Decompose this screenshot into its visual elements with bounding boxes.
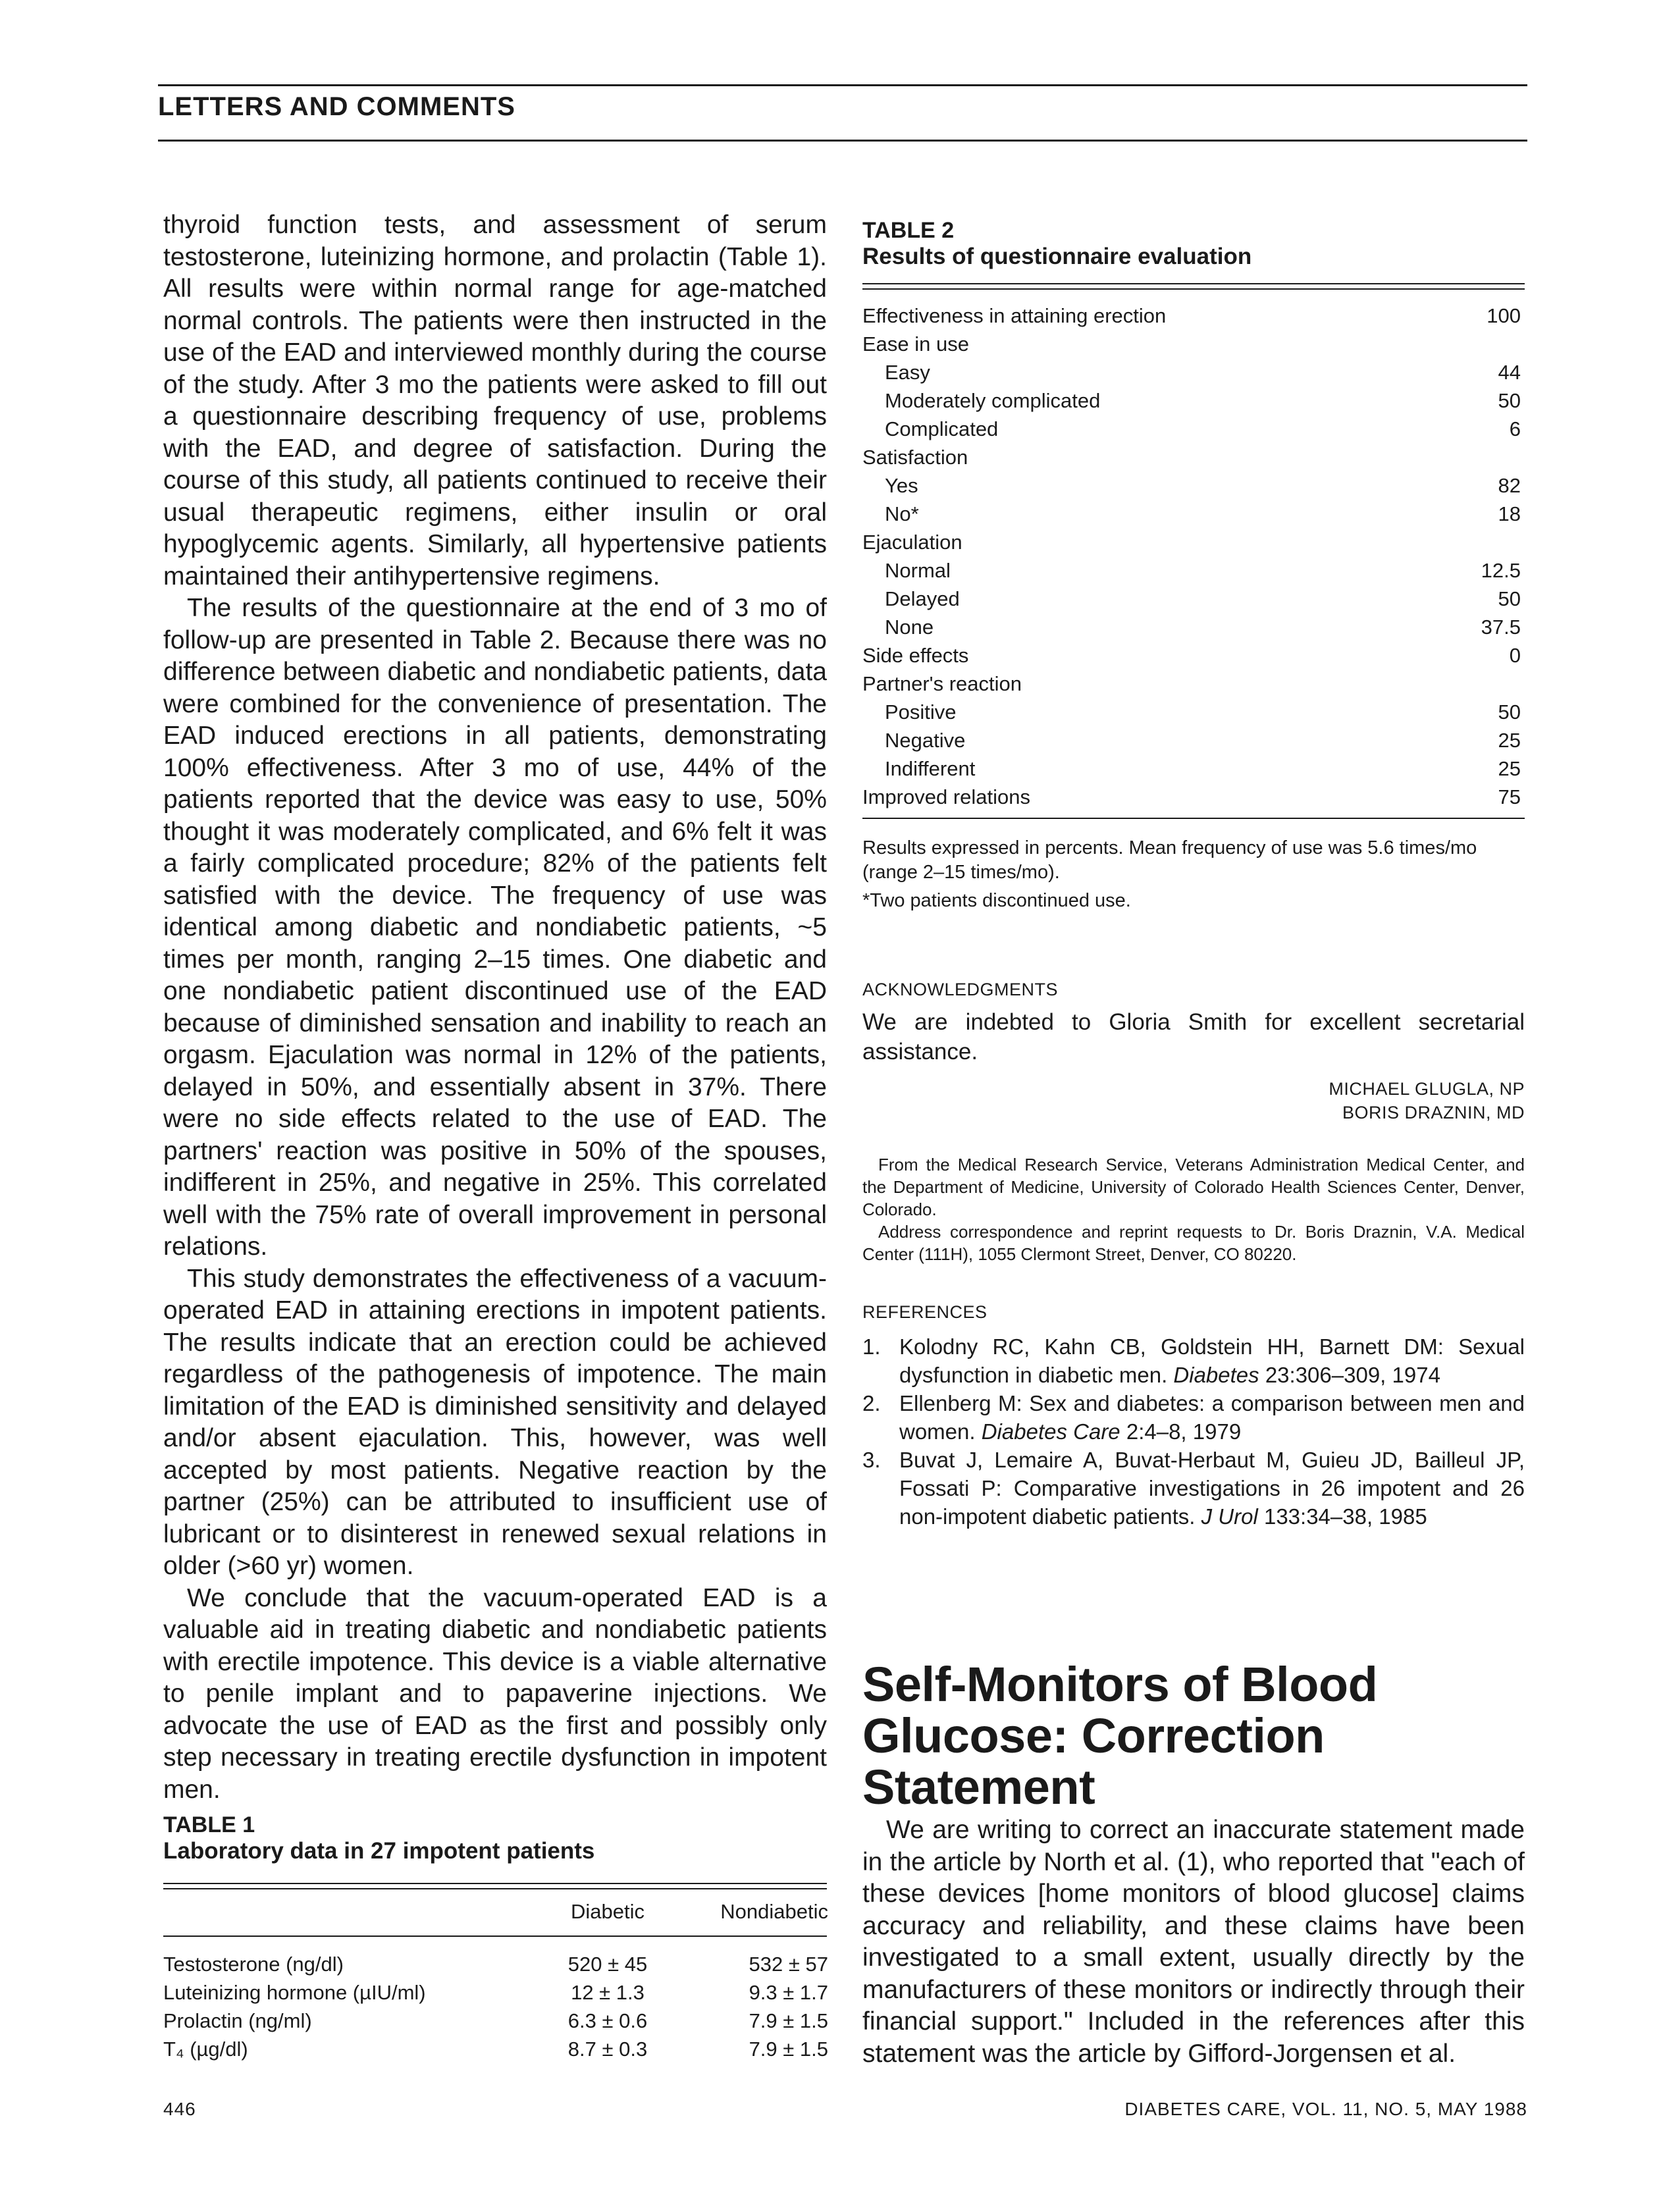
cell-diabetic: 6.3 ± 0.6: [567, 2009, 648, 2032]
cell-diabetic: 8.7 ± 0.3: [567, 2038, 648, 2061]
article2-body: [862, 1814, 1525, 2070]
reference-item: [862, 1389, 1525, 1446]
row-label: Negative: [885, 729, 966, 752]
table1-col-nondiabetic: Nondiabetic: [720, 1900, 828, 1923]
row-label: Side effects: [862, 644, 969, 667]
table-row: [862, 528, 1525, 556]
row-label: Indifferent: [885, 757, 976, 780]
row-value: 18: [1498, 502, 1521, 525]
table1-header-rule: [163, 1936, 827, 1937]
table-row: [862, 302, 1525, 330]
header-bottom-rule: [158, 140, 1527, 142]
reference-journal: Diabetes Care: [981, 1419, 1120, 1444]
row-label: None: [885, 616, 934, 639]
row-label: Moderately complicated: [885, 389, 1101, 412]
row-label: Testosterone (ng/dl): [163, 1953, 344, 1976]
row-label: Partner's reaction: [862, 672, 1022, 695]
table2-body: [862, 302, 1525, 815]
row-label: Complicated: [885, 417, 999, 440]
row-value: 25: [1498, 757, 1521, 780]
row-label: Ease in use: [862, 332, 969, 356]
row-label: Delayed: [885, 587, 960, 610]
reference-citation: 2:4–8, 1979: [1120, 1419, 1242, 1444]
table-row: [862, 783, 1525, 811]
table-row: [862, 641, 1525, 670]
reference-number: 3.: [862, 1448, 881, 1472]
row-value: 25: [1498, 729, 1521, 752]
headline-line: Glucose: Correction: [862, 1708, 1325, 1763]
table1-col-diabetic: Diabetic: [571, 1900, 645, 1923]
row-value: 100: [1487, 304, 1521, 327]
table-row: [862, 556, 1525, 585]
references-heading: REFERENCES: [862, 1302, 988, 1322]
row-label: Ejaculation: [862, 531, 962, 554]
table1-label: TABLE 1: [163, 1812, 255, 1837]
reference-number: 2.: [862, 1391, 881, 1415]
row-value: 75: [1498, 785, 1521, 808]
table-row: [163, 1950, 827, 1978]
row-value: 82: [1498, 474, 1521, 497]
author-name: BORIS DRAZNIN, MD: [1342, 1103, 1525, 1122]
reference-number: 1.: [862, 1334, 881, 1359]
paragraph: thyroid function tests, and assessment of serum testosterone, luteinizing hormone, and prolactin (Table 1). All results were within normal range for age-matched normal controls. The patients were then instructed in the use of the EAD and interviewed monthly during the course of the study. After 3 mo the patients were asked to fill out a questionnaire describing frequency of use, problems with the EAD, and degree of satisfaction. During the course of this study, all patients continued to receive their usual therapeutic regimens, either insulin or oral hypoglycemic agents. Similarly, all hypertensive patients maintained their antihypertensive regimens.: [163, 211, 827, 591]
journal-citation: DIABETES CARE, VOL. 11, NO. 5, MAY 1988: [1124, 2099, 1527, 2119]
table1-title: Laboratory data in 27 impotent patients: [163, 1838, 595, 1864]
reference-citation: 133:34–38, 1985: [1257, 1504, 1427, 1529]
table1-top-rule: [163, 1883, 827, 1884]
table-row: [862, 754, 1525, 783]
reference-citation: 23:306–309, 1974: [1259, 1363, 1440, 1387]
acknowledgments-heading: ACKNOWLEDGMENTS: [862, 980, 1059, 999]
reference-text: Buvat J, Lemaire A, Buvat-Herbaut M, Guieu JD, Bailleul JP, Fossati P: Comparative investigations in 26 impotent and 26 non-impotent diabetic patients.: [899, 1448, 1525, 1529]
table-row: [862, 613, 1525, 641]
table-row: [862, 443, 1525, 471]
section-header: LETTERS AND COMMENTS: [158, 92, 515, 121]
table2-label: TABLE 2: [862, 218, 955, 243]
acknowledgments-text: We are indebted to Gloria Smith for excellent secretarial assistance.: [862, 1009, 1525, 1065]
row-label: Yes: [885, 474, 918, 497]
reference-item: [862, 1446, 1525, 1531]
row-label: No*: [885, 502, 919, 525]
row-value: 12.5: [1481, 559, 1521, 582]
row-value: 0: [1509, 644, 1521, 667]
reference-text: Ellenberg M: Sex and diabetes: a comparison between men and women.: [899, 1391, 1525, 1444]
table-row: [862, 330, 1525, 358]
correspondence-text: Address correspondence and reprint requests to Dr. Boris Draznin, V.A. Medical Center (111H), 1055 Clermont Street, Denver, CO 80220.: [862, 1222, 1525, 1264]
affiliation: [862, 1153, 1525, 1265]
row-value: 37.5: [1481, 616, 1521, 639]
article-headline: [862, 1659, 1525, 1813]
table2-footnote-star: *Two patients discontinued use.: [862, 890, 1131, 911]
table2-top-rule: [862, 283, 1525, 284]
table-row: [163, 1978, 827, 2007]
table-row: [862, 726, 1525, 754]
row-label: Prolactin (ng/ml): [163, 2009, 312, 2032]
reference-text: Kolodny RC, Kahn CB, Goldstein HH, Barnett DM: Sexual dysfunction in diabetic men.: [899, 1334, 1525, 1387]
row-label: T₄ (µg/dl): [163, 2038, 248, 2061]
author-name: MICHAEL GLUGLA, NP: [1329, 1079, 1525, 1099]
row-value: 50: [1498, 389, 1521, 412]
row-label: Satisfaction: [862, 446, 968, 469]
table-row: [862, 386, 1525, 415]
table2-footnote: Results expressed in percents. Mean frequency of use was 5.6 times/mo (range 2–15 times/mo).: [862, 837, 1477, 883]
table2: [862, 217, 1525, 941]
row-label: Normal: [885, 559, 951, 582]
table-row: [163, 2035, 827, 2063]
table-row: [163, 2007, 827, 2035]
paragraph: We are writing to correct an inaccurate statement made in the article by North et al. (1), who reported that "each of these devices [home monitors of blood glucose] claims accuracy and reliability, and these claims have been investigated to a small extent, usually directly by the manufacturers of these monitors or indirectly through their financial support." Included in the references after this statement was the article by Gifford-Jorgensen et al.: [862, 1816, 1525, 2068]
table2-title: Results of questionnaire evaluation: [862, 244, 1252, 269]
row-label: Luteinizing hormone (µIU/ml): [163, 1981, 426, 2004]
cell-nondiabetic: 9.3 ± 1.7: [749, 1981, 828, 2004]
table-row: [862, 698, 1525, 726]
reference-journal: Diabetes: [1173, 1363, 1259, 1387]
reference-journal: J Urol: [1201, 1504, 1258, 1529]
cell-nondiabetic: 7.9 ± 1.5: [749, 2009, 828, 2032]
table-row: [862, 500, 1525, 528]
table1-header-row: [163, 1897, 827, 1926]
paragraph: We conclude that the vacuum-operated EAD is a valuable aid in treating diabetic and nondiabetic patients with erectile impotence. This device is a viable alternative to penile implant and to papaverine injections. We advocate the use of EAD as the first and possibly only step necessary in treating erectile dysfunction in impotent men.: [163, 1583, 827, 1804]
paragraph: This study demonstrates the effectiveness of a vacuum-operated EAD in attaining erections in impotent patients. The results indicate that an erection could be achieved regardless of the pathogenesis of impotence. The main limitation of the EAD is diminished sensitivity and delayed and/or absent ejaculation. This, however, was well accepted by most patients. Negative reaction by the partner (25%) can be attributed to insufficient use of lubricant or to disinterest in renewed sexual relations in older (>60 yr) women.: [163, 1264, 827, 1580]
headline-line: Statement: [862, 1760, 1095, 1814]
table2-bottom-rule: [862, 818, 1525, 819]
cell-diabetic: 12 ± 1.3: [571, 1981, 645, 2004]
references-list: [862, 1332, 1525, 1531]
table-row: [862, 670, 1525, 698]
table-row: [862, 471, 1525, 500]
table1-top-rule-2: [163, 1888, 827, 1889]
row-value: 6: [1509, 417, 1521, 440]
paragraph: The results of the questionnaire at the end of 3 mo of follow-up are presented in Table 2. Because there was no difference between diabetic and nondiabetic patients, data were combined for the convenience of presentation. The EAD induced erections in all patients, demonstrating 100% effectiveness. After 3 mo of use, 44% of the patients reported that the device was easy to use, 50% thought it was moderately complicated, and 6% felt it was a fairly complicated procedure; 82% of the patients felt satisfied with the device. The frequency of use was identical among diabetic and nondiabetic patients, ~5 times per month, ranging 2–15 times. One diabetic and one nondiabetic patient discontinued use of the EAD because of diminished sensation and inability to reach an orgasm. Ejaculation was normal in 12% of the patients, delayed in 50%, and essentially absent in 37%. There were no side effects related to the use of EAD. The partners' reaction was positive in 50% of the spouses, indifferent in 25%, and negative in 25%. This correlated well with the 75% rate of overall improvement in personal relations.: [163, 594, 827, 1261]
row-label: Improved relations: [862, 785, 1031, 808]
reference-item: [862, 1332, 1525, 1389]
row-label: Positive: [885, 700, 957, 724]
cell-nondiabetic: 7.9 ± 1.5: [749, 2038, 828, 2061]
cell-diabetic: 520 ± 45: [567, 1953, 648, 1976]
left-column-text: [163, 209, 827, 1806]
table2-top-rule-2: [862, 288, 1525, 290]
row-value: 44: [1498, 361, 1521, 384]
table-row: [862, 358, 1525, 386]
row-value: 50: [1498, 587, 1521, 610]
page-number: 446: [163, 2099, 196, 2119]
table-row: [862, 415, 1525, 443]
table1: [163, 1812, 827, 2088]
cell-nondiabetic: 532 ± 57: [749, 1953, 828, 1976]
table-row: [862, 585, 1525, 613]
row-label: Effectiveness in attaining erection: [862, 304, 1167, 327]
affiliation-text: From the Medical Research Service, Veterans Administration Medical Center, and the Department of Medicine, University of Colorado Health Sciences Center, Denver, Colorado.: [862, 1155, 1525, 1219]
row-label: Easy: [885, 361, 930, 384]
header-top-rule: [158, 84, 1527, 86]
row-value: 50: [1498, 700, 1521, 724]
headline-line: Self-Monitors of Blood: [862, 1657, 1378, 1712]
author-signatures: [862, 1077, 1525, 1124]
